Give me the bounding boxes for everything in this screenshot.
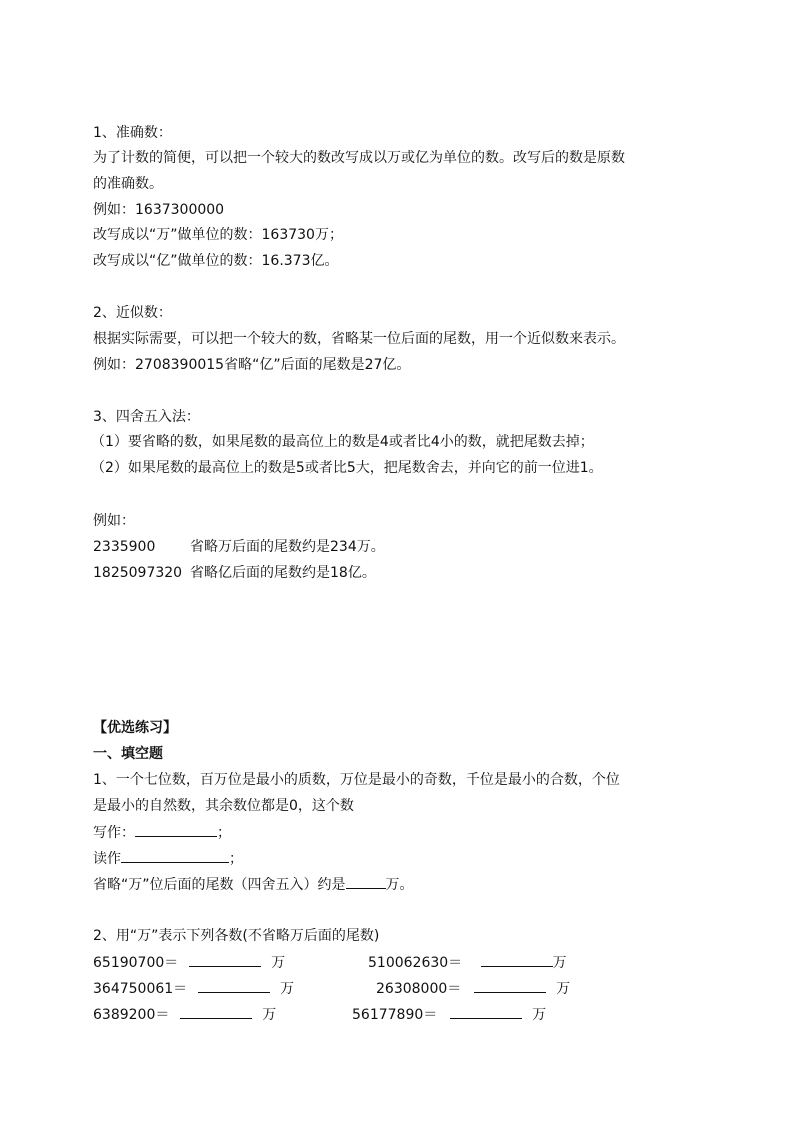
omit-suffix: 万。 bbox=[385, 877, 414, 893]
q2-unit: 万 bbox=[280, 981, 295, 997]
q2-number: 56177890＝ bbox=[352, 1007, 438, 1023]
example-1-text: 省略万后面的尾数约是234万。 bbox=[190, 539, 385, 555]
example-wan: 改写成以“万”做单位的数：163730万； bbox=[93, 227, 343, 243]
q2-blank[interactable] bbox=[189, 952, 261, 967]
example-2-text: 省略亿后面的尾数约是18亿。 bbox=[190, 565, 376, 581]
question-1-line-2: 是最小的自然数，其余数位都是0，这个数 bbox=[93, 798, 354, 814]
heading-approx: 2、近似数： bbox=[93, 305, 172, 321]
q2-number: 510062630＝ bbox=[368, 955, 463, 971]
read-blank[interactable] bbox=[121, 848, 229, 863]
write-blank[interactable] bbox=[135, 822, 217, 837]
q2-number: 26308000＝ bbox=[376, 981, 462, 997]
q2-blank[interactable] bbox=[198, 978, 270, 993]
write-label: 写作： bbox=[93, 825, 135, 841]
q2-unit: 万 bbox=[271, 955, 286, 971]
read-row bbox=[93, 848, 243, 869]
example-approx: 例如：2708390015省略“亿”后面的尾数是27亿。 bbox=[93, 357, 411, 373]
q2-blank[interactable] bbox=[450, 1004, 522, 1019]
example-number: 例如：1637300000 bbox=[93, 202, 225, 218]
example-label: 例如： bbox=[93, 513, 135, 529]
practice-heading: 【优选练习】 bbox=[93, 720, 177, 736]
example-1-number: 2335900 bbox=[93, 539, 156, 555]
example-2-number: 1825097320 bbox=[93, 565, 183, 581]
fill-blank-heading: 一、填空题 bbox=[93, 746, 163, 762]
q2-item-4 bbox=[376, 978, 570, 999]
q2-blank[interactable] bbox=[180, 1004, 252, 1019]
read-semicolon: ； bbox=[229, 851, 243, 867]
q2-item-6 bbox=[352, 1004, 546, 1025]
omit-label: 省略“万”位后面的尾数（四舍五入）约是 bbox=[93, 877, 346, 893]
definition-line-2: 的准确数。 bbox=[93, 176, 163, 192]
heading-rounding: 3、四舍五入法： bbox=[93, 409, 200, 425]
q2-number: 65190700＝ bbox=[93, 955, 179, 971]
omit-row bbox=[93, 874, 414, 895]
q2-number: 6389200＝ bbox=[93, 1007, 170, 1023]
q2-number: 364750061＝ bbox=[93, 981, 188, 997]
q2-unit: 万 bbox=[556, 981, 571, 997]
q2-unit: 万 bbox=[532, 1007, 547, 1023]
q2-blank[interactable] bbox=[474, 978, 546, 993]
rule-2: （2）如果尾数的最高位上的数是5或者比5大，把尾数舍去，并向它的前一位进1。 bbox=[91, 460, 603, 476]
rule-1: （1）要省略的数，如果尾数的最高位上的数是4或者比4小的数，就把尾数去掉； bbox=[91, 434, 594, 450]
q2-unit: 万 bbox=[552, 955, 567, 971]
question-1-line-1: 1、一个七位数，百万位是最小的质数，万位是最小的奇数，千位是最小的合数，个位 bbox=[93, 772, 620, 788]
q2-item-5 bbox=[93, 1004, 276, 1025]
q2-item-2 bbox=[368, 952, 567, 973]
omit-blank[interactable] bbox=[346, 874, 386, 889]
definition-approx: 根据实际需要，可以把一个较大的数，省略某一位后面的尾数，用一个近似数来表示。 bbox=[93, 331, 625, 347]
example-yi: 改写成以“亿”做单位的数：16.373亿。 bbox=[93, 253, 339, 269]
write-row bbox=[93, 822, 231, 843]
read-label: 读作 bbox=[93, 851, 121, 867]
q2-unit: 万 bbox=[262, 1007, 277, 1023]
write-semicolon: ； bbox=[217, 825, 231, 841]
definition-line-1: 为了计数的简便，可以把一个较大的数改写成以万或亿为单位的数。改写后的数是原数 bbox=[93, 150, 625, 166]
q2-item-1 bbox=[93, 952, 285, 973]
heading-accurate: 1、准确数： bbox=[93, 125, 172, 141]
q2-item-3 bbox=[93, 978, 294, 999]
q2-blank[interactable] bbox=[481, 952, 553, 967]
question-2: 2、用“万”表示下列各数(不省略万后面的尾数) bbox=[93, 928, 380, 944]
